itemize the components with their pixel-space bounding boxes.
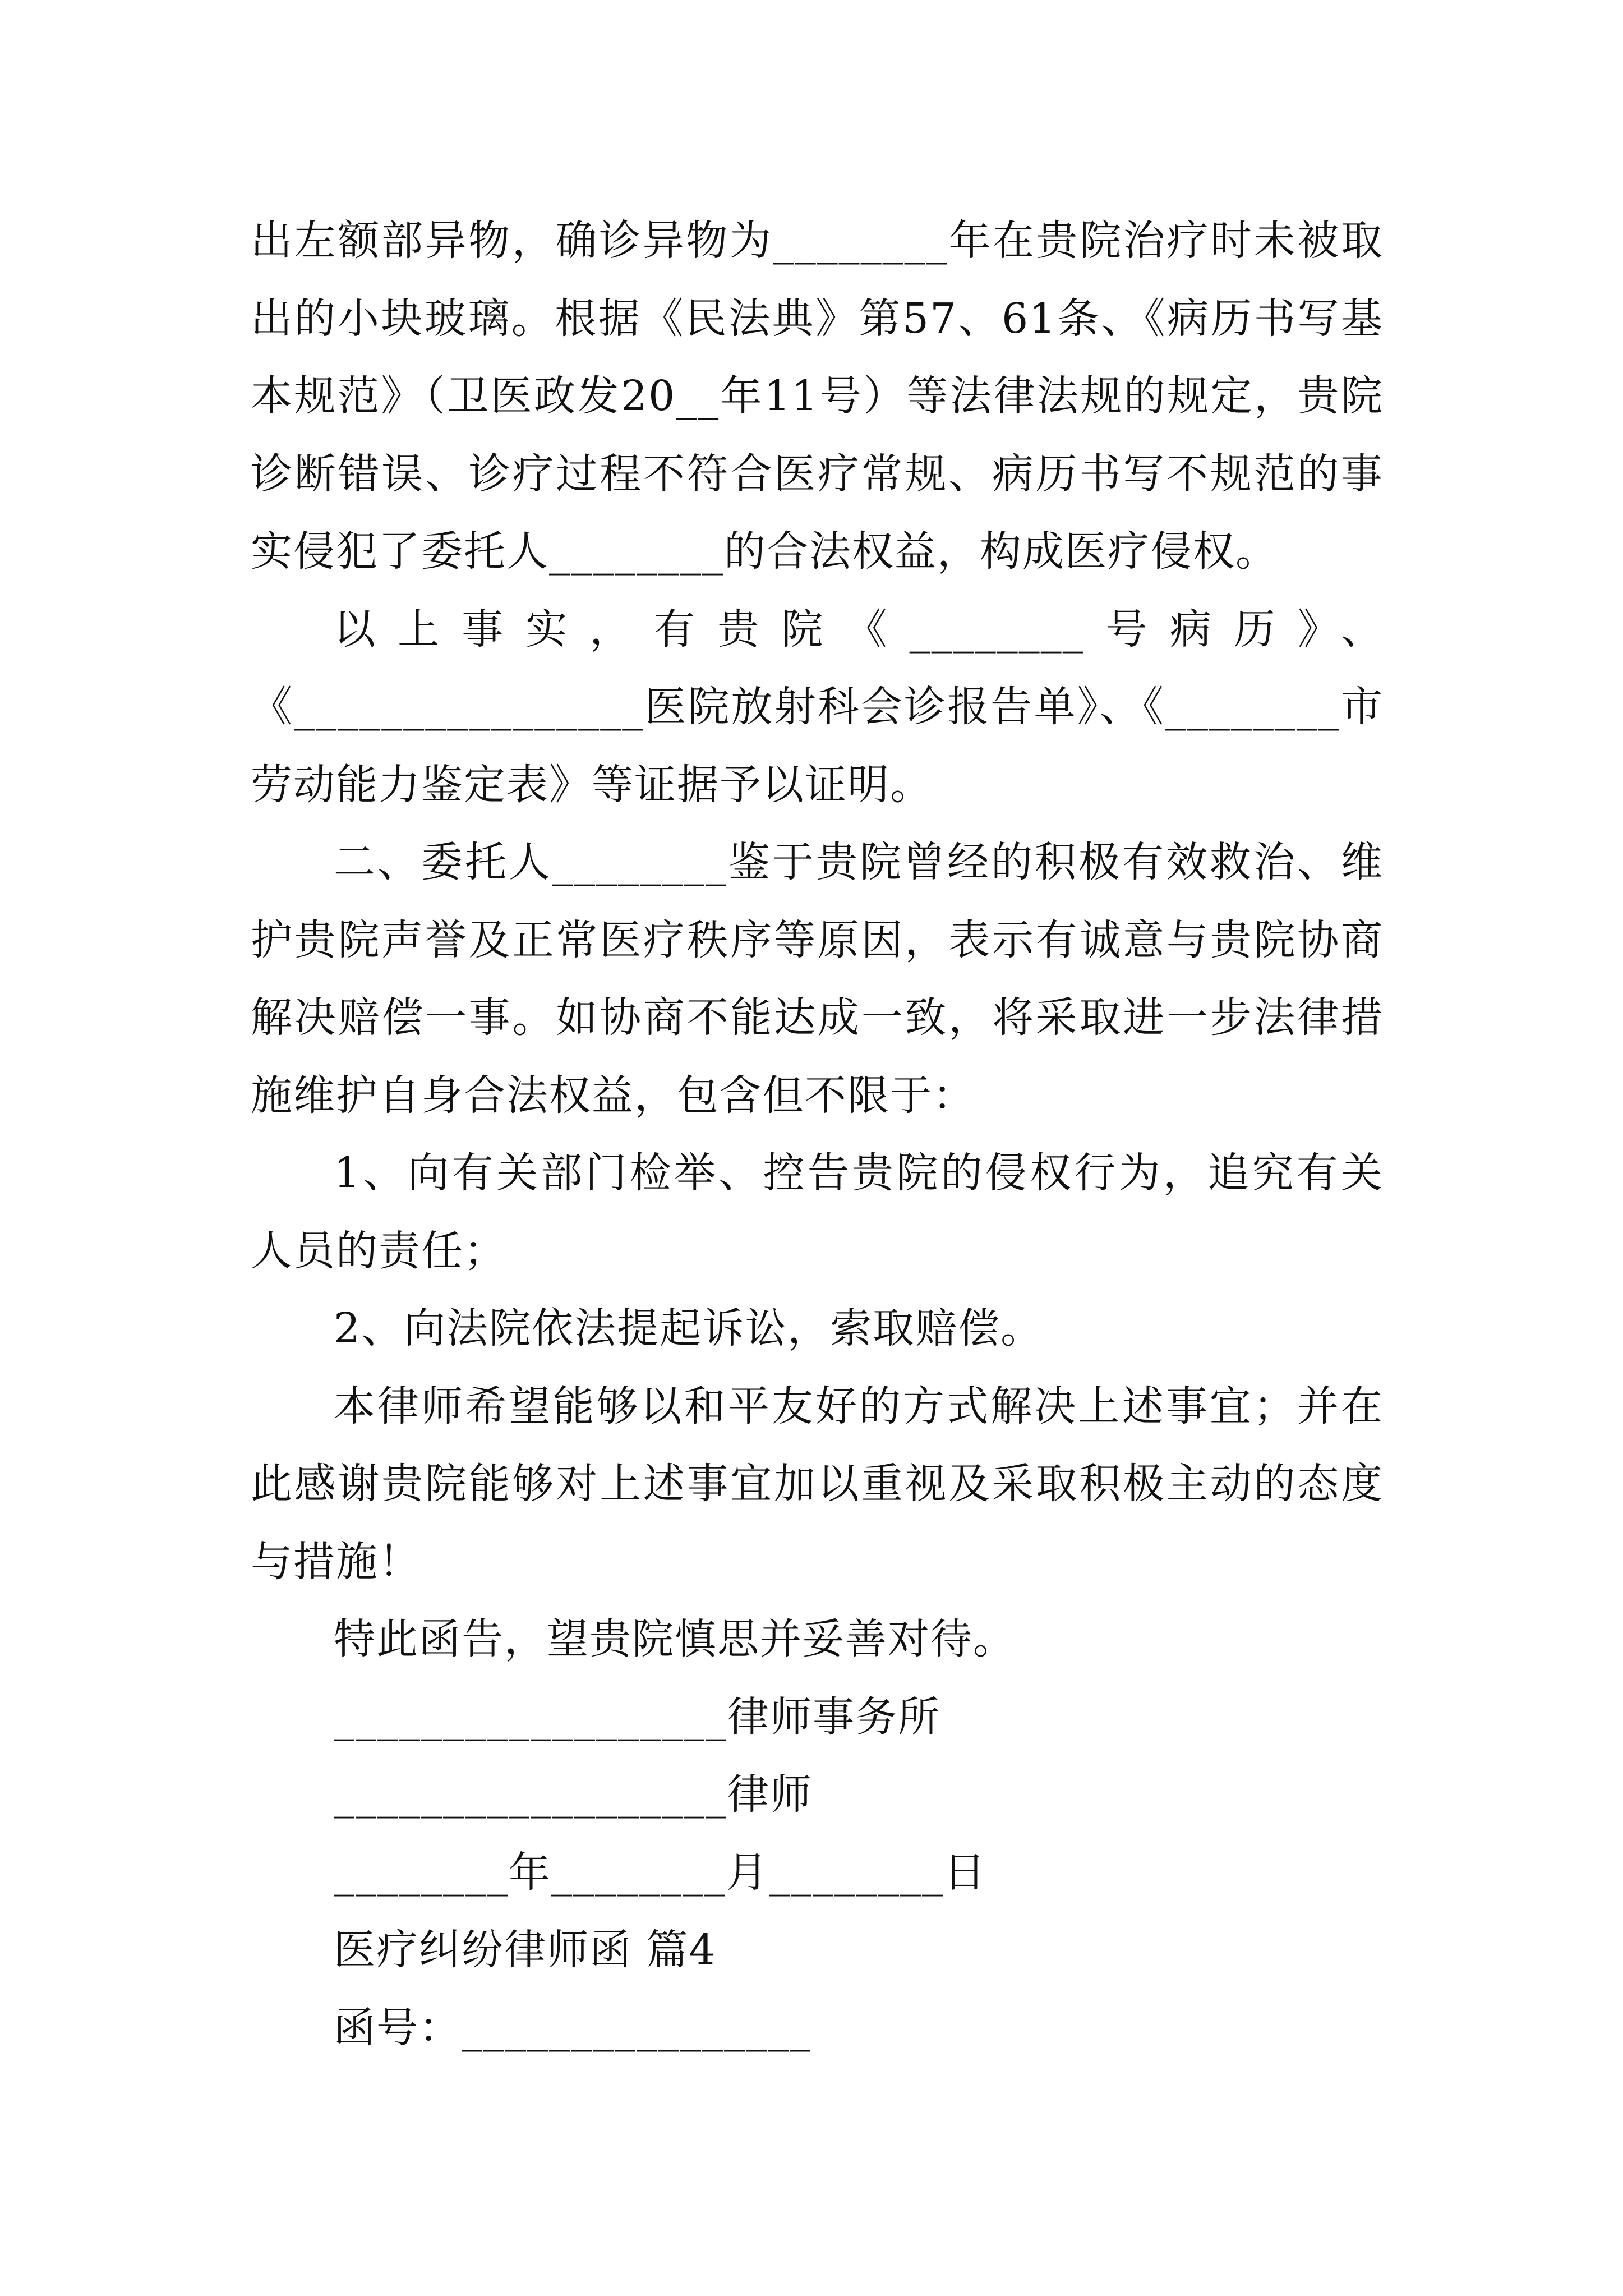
paragraph-medical-facts: 出左额部异物，确诊异物为________年在贵院治疗时未被取出的小块玻璃。根据《民法典》第57、61条、《病历书写基本规范》（卫医政发20__年11号）等法律法规的规定，贵院诊断错误、诊疗过程不符合医疗常规、病历书写不规范的事实侵犯了委托人________的合法权益，构成医疗侵权。 xyxy=(251,217,1384,576)
paragraph-negotiation: 二、委托人________鉴于贵院曾经的积极有效救治、维护贵院声誉及正常医疗秩序等原因，表示有诚意与贵院协商解决赔偿一事。如协商不能达成一致，将采取进一步法律措施维护自身合法权益，包含但不限于： xyxy=(251,838,1384,1120)
list-item-lawsuit: 2、向法院依法提起诉讼，索取赔偿。 xyxy=(334,1304,1044,1352)
document-body xyxy=(251,202,1384,2067)
signature-lawyer: __________________律师 xyxy=(334,1770,813,1819)
signature-law-firm: __________________律师事务所 xyxy=(334,1692,940,1741)
signature-date: ________年________月________日 xyxy=(334,1848,986,1897)
list-item-report: 1、向有关部门检举、控告贵院的侵权行为，追究有关人员的责任； xyxy=(251,1149,1384,1275)
paragraph-notice: 特此函告，望贵院慎思并妥善对待。 xyxy=(334,1615,1016,1663)
paragraph-evidence: 以上事实，有贵院《________号病历》、《________________医院放射科会诊报告单》、《________市劳动能力鉴定表》等证据予以证明。 xyxy=(251,605,1384,809)
section-title: 医疗纠纷律师函 篇4 xyxy=(334,1926,717,1974)
letter-number: 函号：________________ xyxy=(334,2003,811,2052)
paragraph-closing-wish: 本律师希望能够以和平友好的方式解决上述事宜；并在此感谢贵院能够对上述事宜加以重视及采取积极主动的态度与措施！ xyxy=(251,1382,1384,1586)
